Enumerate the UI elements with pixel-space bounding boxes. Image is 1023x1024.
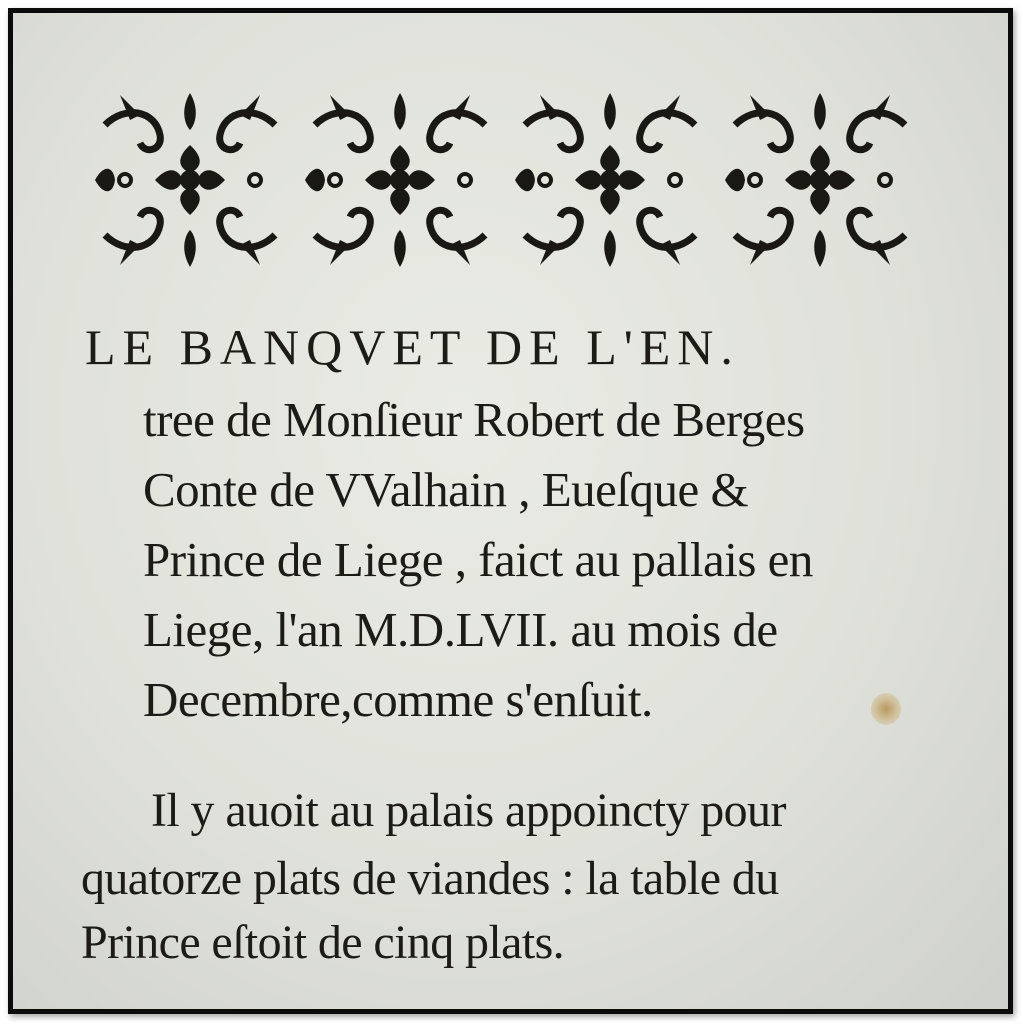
heading-line: Prince de Liege , faict au pallais en [143, 532, 813, 587]
paragraph-line: Il y auoit au palais appoincty pour [151, 784, 786, 837]
heading-line: Conte de VValhain , Eueſque & [143, 462, 749, 517]
photo-frame [8, 8, 1013, 1014]
paragraph-line: Prince eſtoit de cinq plats. [81, 916, 565, 969]
show-through-text [313, 28, 323, 75]
heading-title: LE BANQVET DE L'EN. [85, 319, 740, 375]
heading-line: Liege, l'an M.D.LVII. au mois de [143, 602, 778, 657]
heading-line: Decembre,comme s'enſuit. [143, 672, 653, 727]
heading-line: tree de Monſieur Robert de Berges [143, 392, 805, 447]
floral-headpiece-ornament-icon [85, 85, 927, 275]
paper-stain [871, 693, 901, 725]
book-page [13, 13, 1008, 1009]
paragraph-line: quatorze plats de viandes : la table du [81, 852, 779, 905]
